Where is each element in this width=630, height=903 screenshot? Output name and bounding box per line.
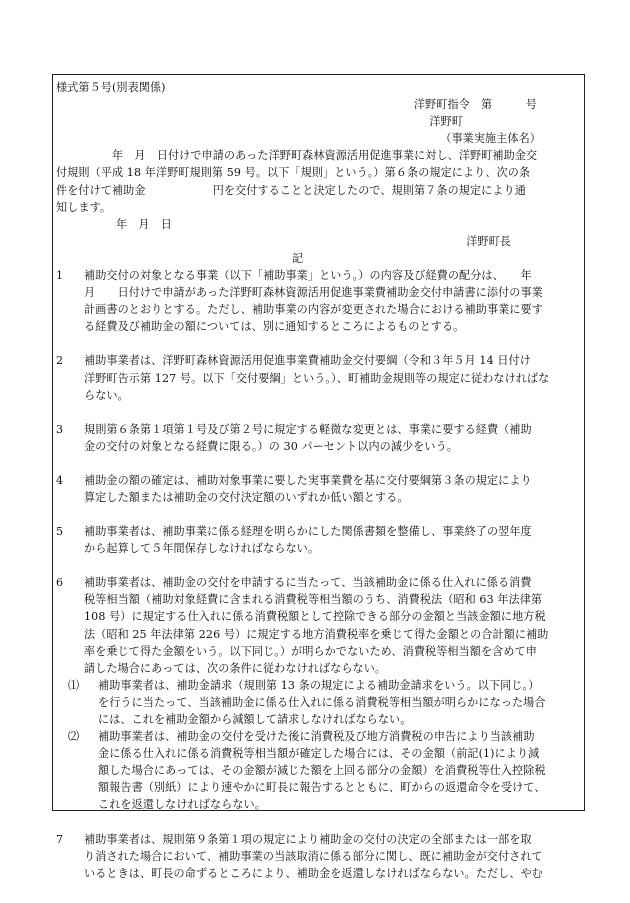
subitem-number: ⑴ — [68, 678, 80, 692]
item-line: 補助事業者は、補助事業に係る経理を明らかにした関係書類を整備し、事業終了の翌年度 — [84, 525, 532, 539]
item-line: らない。 — [84, 388, 129, 402]
condition-subitem-2 — [56, 728, 581, 813]
mayor-title: 洋野町長 — [466, 234, 511, 248]
item-line: 補助事業者は、補助金の交付を申請するに当たって、当該補助金に係る仕入れに係る消費 — [84, 576, 532, 590]
item-line: 108 号）に規定する仕入れに係る消費税額として控除できる部分の金額と当該金額に地方税 — [84, 610, 546, 624]
issuer-org: 洋野町 — [429, 115, 463, 129]
item-line: 計画書のとおりとする。ただし、補助事業の内容が変更された場合における補助事業に要す — [84, 303, 543, 317]
subitem-line: 補助事業者は、補助金の交付を受けた後に消費税及び地方消費税の申告により当該補助 — [98, 730, 535, 744]
item-line: 補助事業者は、規則第９条第１項の規定により補助金の交付の決定の全部または一部を取 — [84, 832, 532, 846]
item-line: 金の交付の対象となる経費に限る。）の 30 パーセント以内の減少をいう。 — [84, 439, 459, 453]
subitem-line: 額報告書（別紙）により速やかに町長に報告するとともに、町からの返還命令を受けて、 — [98, 781, 546, 795]
item-line: 請した場合にあっては、次の条件に従わなければならない。 — [84, 661, 387, 675]
condition-item-4 — [56, 472, 581, 506]
item-number: 6 — [56, 576, 64, 590]
item-line: 規則第６条第１項第１号及び第２号に規定する軽微な変更とは、事業に要する経費（補助 — [84, 422, 532, 436]
condition-item-6 — [56, 574, 581, 677]
notice-document — [56, 79, 581, 882]
item-line: 補助交付の対象となる事業（以下「補助事業」という。）の内容及び経費の配分は、 年 — [84, 269, 532, 283]
ki-heading: 記 — [292, 251, 304, 265]
intro-line: 付規則（平成 18 年洋野町規則第 59 号。以下「規則」という。）第６条の規定により、次の条 — [56, 166, 531, 180]
subitem-line: には、これを補助金額から減額して請求しなければならない。 — [98, 713, 412, 726]
item-line: いるときは、町長の命ずるところにより、補助金を返還しなければならない。ただし、やむ — [84, 866, 543, 880]
item-line: から起算して５年間保存しなければならない。 — [84, 542, 320, 556]
recipient-name: （事業実施主体名） — [440, 132, 541, 146]
item-number: 4 — [56, 473, 64, 487]
form-number: 様式第５号(別表関係) — [56, 81, 166, 94]
subitem-line: 額した場合にあっては、その金額が減じた額を上回る部分の金額）を消費税等仕入控除税 — [98, 764, 546, 778]
condition-item-5 — [56, 523, 581, 557]
subitem-line: 金に係る仕入れに係る消費税等相当額が確定した場合には、その金額（前記(1)により減 — [98, 747, 540, 761]
subitem-line: を行うに当たって、当該補助金に係る仕入れに係る消費税等相当額が明らかになった場合 — [98, 695, 546, 709]
item-number: 7 — [56, 832, 64, 846]
condition-item-1 — [56, 267, 581, 335]
intro-line: 件を付けて補助金 円を交付することと決定したので、規則第７条の規定により通 — [56, 183, 526, 197]
item-line: 月 日付けで申請があった洋野町森林資源活用促進事業費補助金交付申請書に添付の事業 — [84, 286, 543, 300]
item-number: 3 — [56, 422, 64, 436]
item-number: 5 — [56, 525, 64, 539]
reference-number: 洋野町指令 第 号 — [413, 98, 537, 112]
intro-line: 知します。 — [56, 200, 112, 214]
intro-line: 年 月 日付けで申請のあった洋野町森林資源活用促進事業に対し、洋野町補助金交 — [56, 149, 538, 163]
item-line: 算定した額または補助金の交付決定額のいずれか低い額とする。 — [84, 490, 409, 504]
item-line: る経費及び補助金の額については、別に通知するところによるものとする。 — [84, 320, 465, 334]
item-line: 補助金の額の確定は、補助対象事業に要した実事業費を基に交付要綱第３条の規定により — [84, 473, 532, 487]
item-line: り消された場合において、補助事業の当該取消に係る部分に関し、既に補助金が交付されて — [84, 849, 543, 863]
item-line: 税等相当額（補助対象経費に含まれる消費税等相当額のうち、消費税法（昭和 63 年法律第 — [84, 593, 543, 607]
subitem-line: これを返還しなければならない。 — [98, 798, 266, 812]
subitem-line: 補助事業者は、補助金請求（規則第 13 条の規定による補助金請求をいう。以下同じ。） — [98, 678, 540, 692]
item-number: 1 — [56, 269, 64, 283]
condition-item-3 — [56, 421, 581, 455]
item-line: 補助事業者は、洋野町森林資源活用促進事業費補助金交付要綱（令和３年５月 14 日付け — [84, 354, 531, 368]
item-line: 法（昭和 25 年法律第 226 号）に規定する地方消費税率を乗じて得た金額との合計額に補助 — [84, 627, 549, 641]
subitem-number: ⑵ — [68, 730, 80, 744]
condition-item-7 — [56, 831, 581, 882]
condition-subitem-1 — [56, 677, 581, 728]
item-line: 洋野町告示第 127 号。以下「交付要綱」という。）、町補助金規則等の規定に従わなければな — [84, 371, 550, 385]
item-line: 率を乗じて得た金額をいう。以下同じ。）が明らかでないため、消費税等相当額を含めて申 — [84, 644, 537, 658]
notice-date: 年 月 日 — [116, 217, 172, 231]
item-number: 2 — [56, 354, 64, 368]
condition-item-2 — [56, 352, 581, 403]
